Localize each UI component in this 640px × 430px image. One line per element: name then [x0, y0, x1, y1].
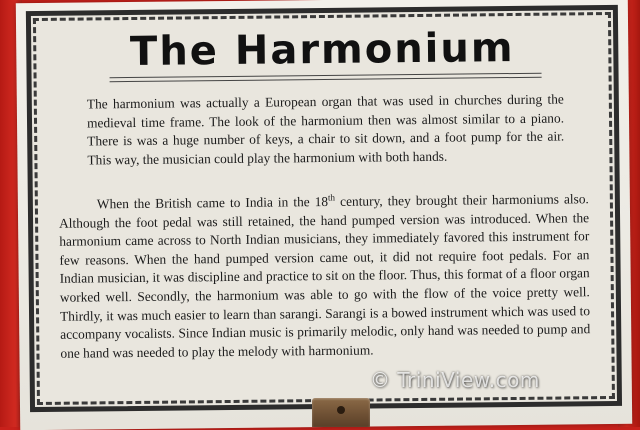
decorative-border — [26, 5, 622, 412]
sign-title: The Harmonium — [129, 24, 515, 76]
paragraph-india-rest: century, they brought their harmoniums also. Although the foot pedal was still retained, the hand pumped version was introduced. When the harmonium came across to North Indian musicians, they immediately favored this instrument for few reasons. When the hand pumped version came out, it did not require foot pedals. For an Indian musician, it was discipline and practice to sit on the floor. Thus, this format of a floor organ worked well. Secondly, the harmonium was able to go with the flow of the voice pretty well. Thirdly, it was much easier to learn than sarangi. Sarangi is a bowed instrument which was used to accompany vocalists. Since Indian music is primarily melodic, only hand was needed to pump and one hand was needed to play the melody with harmonium. — [59, 191, 591, 361]
wooden-clip — [312, 398, 370, 427]
clip-hole — [337, 406, 345, 414]
paragraph-india-start: When the British came to India in the 18 — [96, 193, 329, 212]
paragraph-origin: The harmonium was actually a European organ that was used in churches during the medieval time frame. The look of the harmonium then was almost similar to a piano. There is was a huge number of keys, a chair to sit down, and a foot pump for the air. This way, the musician could play the harmonium with both hands. — [86, 91, 565, 168]
paragraph-india — [59, 190, 591, 363]
information-sign — [16, 0, 632, 430]
copyright-watermark: © TriniView.com — [370, 368, 540, 392]
ordinal-suffix: th — [327, 192, 336, 203]
